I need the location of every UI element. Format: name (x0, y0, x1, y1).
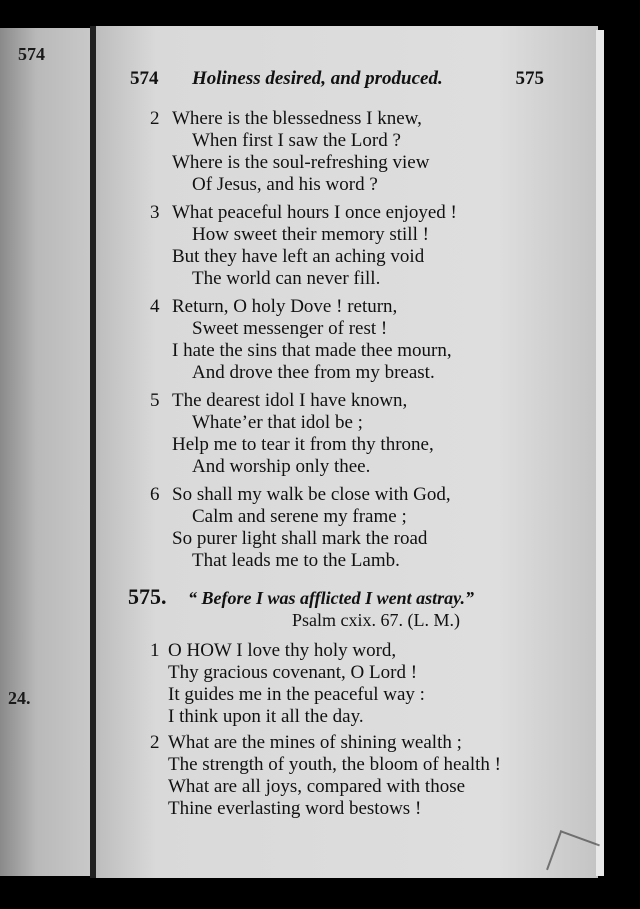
stanza-number: 2 (150, 732, 160, 753)
stanza-number: 5 (150, 390, 160, 411)
verse-line: Whate’er that idol be ; (192, 412, 363, 433)
verse-line: Where is the soul-refreshing view (172, 152, 430, 173)
stanza-number: 4 (150, 296, 160, 317)
verse-line: So shall my walk be close with God, (172, 484, 451, 505)
verse-line: But they have left an aching void (172, 246, 425, 267)
verse-line: O HOW I love thy holy word, (168, 640, 397, 661)
verse-line: The world can never fill. (192, 268, 381, 289)
left-page-number: 574 (18, 44, 45, 64)
verse-line: What are all joys, compared with those (168, 776, 466, 797)
verse-line: Thine everlasting word bestows ! (168, 798, 422, 819)
verse-line: Where is the blessedness I knew, (172, 108, 422, 129)
verse-line: And worship only thee. (192, 456, 371, 477)
header-right-number: 575 (515, 68, 544, 89)
stanza-number: 2 (150, 108, 160, 129)
verse-line: Help me to tear it from thy throne, (172, 434, 434, 455)
verse-line: The strength of youth, the bloom of health ! (168, 754, 501, 775)
hymn-number: 575. (128, 584, 167, 609)
verse-line: That leads me to the Lamb. (192, 550, 400, 571)
running-header (96, 68, 598, 98)
page-edge (596, 30, 604, 876)
verse-line: Sweet messenger of rest ! (192, 318, 388, 339)
verse-line: I hate the sins that made thee mourn, (172, 340, 452, 361)
verse-line: What peaceful hours I once enjoyed ! (172, 202, 457, 223)
header-title: Holiness desired, and produced. (192, 68, 443, 89)
verse-line: Return, O holy Dove ! return, (172, 296, 398, 317)
verse-line: I think upon it all the day. (168, 706, 364, 727)
stanza-number: 1 (150, 640, 160, 661)
stanza-number: 6 (150, 484, 160, 505)
verse-line: When first I saw the Lord ? (192, 130, 401, 151)
hymn-title: “ Before I was afflicted I went astray.” (188, 588, 474, 608)
verse-line: And drove thee from my breast. (192, 362, 435, 383)
header-left-number: 574 (130, 68, 159, 89)
right-page (96, 26, 598, 878)
verse-line: It guides me in the peaceful way : (168, 684, 425, 705)
verse-line: Of Jesus, and his word ? (192, 174, 378, 195)
verse-line: What are the mines of shining wealth ; (168, 732, 462, 753)
hymn-reference: Psalm cxix. 67. (L. M.) (292, 610, 460, 630)
verse-line: Thy gracious covenant, O Lord ! (168, 662, 418, 683)
left-page-fragment (0, 28, 92, 876)
stanza-number: 3 (150, 202, 160, 223)
verse-line: Calm and serene my frame ; (192, 506, 407, 527)
left-margin-number: 24. (8, 688, 31, 708)
verse-line: The dearest idol I have known, (172, 390, 408, 411)
verse-line: How sweet their memory still ! (192, 224, 429, 245)
verse-line: So purer light shall mark the road (172, 528, 428, 549)
